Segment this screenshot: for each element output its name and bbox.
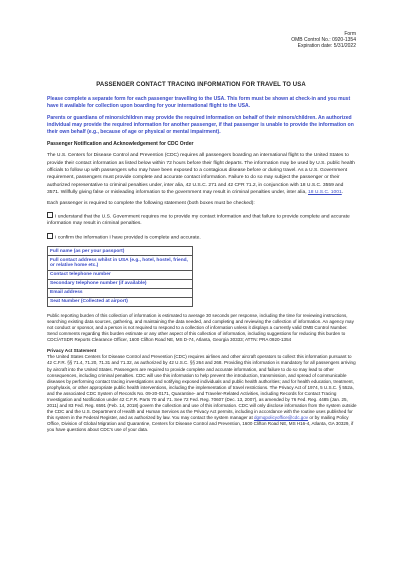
form-metadata: [291, 31, 356, 50]
acknowledgement-heading: Passenger Notification and Acknowledgement for CDC Order: [47, 141, 194, 148]
table-row: [48, 297, 193, 306]
field-label-address: Full contact address whilst in USA (e.g., hotel, hostel, friend, or relative home etc.): [48, 256, 193, 271]
privacy-heading: Privacy Act Statement: [47, 348, 97, 354]
acknowledgement-text: The U.S. Centers for Disease Control and Prevention (CDC) requires all passengers boarding an international flight to the United States to provide their contact information as listed below within 72 hours before their flight departs. The information may be used by U.S. public health officials to follow up with passengers who may have been exposed to a contagious disease before or during travel. As a U.S. Government requirement, passengers must provide complete and accurate contact information. Failure to do so may subject the passenger or their authorized representative to criminal penalties under, inter alia, 42 U.S.C. 271 and 42 CFR 71.2, in conjunction with 18 U.S.C. 3559 and 3571. Willfully giving false or misleading information to the government may result in criminal penalties under, inter alia,: [47, 153, 355, 195]
checkbox-row-understand: [47, 212, 357, 228]
privacy-text-end: or by mailing Policy Office, Division of Global Migration and Quarantine, Centers for Disease Control and Prevention, 1600 Clifton Road NE, MS H16-4, Atlanta, GA 30329, if you have questions about CDC's use of your data.: [47, 415, 354, 433]
expiration-date: Expiration date: 5/31/2022: [297, 43, 356, 50]
omb-control-number: OMB Control No.: 0920-1354: [291, 37, 356, 44]
understand-checkbox[interactable]: [47, 212, 53, 218]
table-row: [48, 270, 193, 279]
field-label-phone: Contact telephone number: [48, 270, 193, 279]
checkbox-understand-label: I understand that the U.S. Government requires me to provide my contact information and that failure to provide complete and accurate information may result in criminal penalties.: [47, 214, 350, 227]
burden-statement: Public reporting burden of this collection of information is estimated to average 30 seconds per response, including the time for reviewing instructions, searching existing data sources, gathering, and maintaining the data needed, and completing and reviewing the collection of information. An agency may not conduct or sponsor, and a person is not required to respond to a collection of information unless it displays a currently valid OMB Control Number. Send comments regarding this burden estimate or any other aspect of this collection of information, including suggestions for reducing this burden to CDC/ATSDR Reports Clearance Officer, 1600 Clifton Road NE, MS D-74, Atlanta, Georgia 30333; ATTN: PRA 0920-1354: [47, 312, 354, 343]
field-label-full-name: Full name (as per your passport): [48, 247, 193, 256]
instructions-paragraph-1: Please complete a separate form for each passenger travelling to the USA. This form must be shown at check-in and you must have it available for collection upon boarding for your international flight to the USA.: [47, 96, 351, 110]
privacy-statement: [47, 354, 357, 433]
field-label-secondary-phone: Secondary telephone number (if available): [48, 279, 193, 288]
policy-email-link[interactable]: dgmqpolicyoffice@cdc.gov: [254, 415, 309, 421]
acknowledgement-body: [47, 152, 357, 196]
checkbox-confirm-label: I confirm the information I have provided is complete and accurate.: [55, 235, 201, 241]
field-label-email: Email address: [48, 288, 193, 297]
table-row: [48, 288, 193, 297]
privacy-text: The United States Centers for Disease Control and Prevention (CDC) requires airlines and other aircraft operators to collect this information pursuant to 42 C.F.R. §§ 71.4, 71.20, 71.31 and 71.32, as authorized by 42 U.S.C. §§ 264 and 268. Providing this information is mandatory for all passengers arriving by aircraft into the United States. Passengers are required to provide complete and accurate information, and failure to do so may lead to other consequences, including criminal penalties. CDC will use this information to help prevent the introduction, transmission, and spread of communicable diseases by performing contact tracing investigations and notifying exposed individuals and public health authorities; and for health education, treatment, prophylaxis, or other appropriate public health interventions, including the implementation of travel restrictions. The Privacy Act of 1974, 5 U.S.C. § 552a, and the associated CDC System of Records No. 09-20-0171, Quarantine- and Traveler-Related Activities, including Records for Contact Tracing Investigation and Notification under 42 C.F.R. Parts 70 and 71. See 72 Fed. Reg. 70607 (Dec. 13, 2007), as amended by 76 Fed. Reg. 4485 (Jan. 25, 2011) and 83 Fed. Reg. 6591 (Feb. 14, 2018) govern the collection and use of this information. CDC will only disclose information from the system outside the CDC and the U.S. Department of Health and Human Services as the Privacy Act permits, including in accordance with the routine uses published for this system in the Federal Register, and as authorized by law. You may contact the system manager at: [47, 354, 357, 421]
instructions-paragraph-2: Parents or guardians of minors/children may provide the required information on behalf of their minors/children. An authorized individual may provide the required information for another passenger, if that passenger is unable to provide the information on their own behalf (e.g., because of age or physical or mental impairment).: [47, 114, 354, 136]
table-row: [48, 256, 193, 271]
form-title: PASSENGER CONTACT TRACING INFORMATION FOR TRAVEL TO USA: [96, 82, 306, 88]
form-content: [47, 96, 357, 434]
contact-info-table: [47, 246, 193, 306]
statement-instruction: Each passenger is required to complete the following statement (both boxes must be checked):: [47, 201, 255, 207]
table-row: [48, 247, 193, 256]
checkbox-row-confirm: [47, 233, 357, 242]
form-label: Form: [344, 31, 356, 37]
confirm-checkbox[interactable]: [47, 233, 53, 239]
table-row: [48, 279, 193, 288]
acknowledgement-body-end: .: [341, 189, 344, 195]
usc-1001-link[interactable]: 18 U.S.C. 1001: [308, 189, 342, 195]
field-label-seat-number: Seat Number (Collected at airport): [48, 297, 193, 306]
